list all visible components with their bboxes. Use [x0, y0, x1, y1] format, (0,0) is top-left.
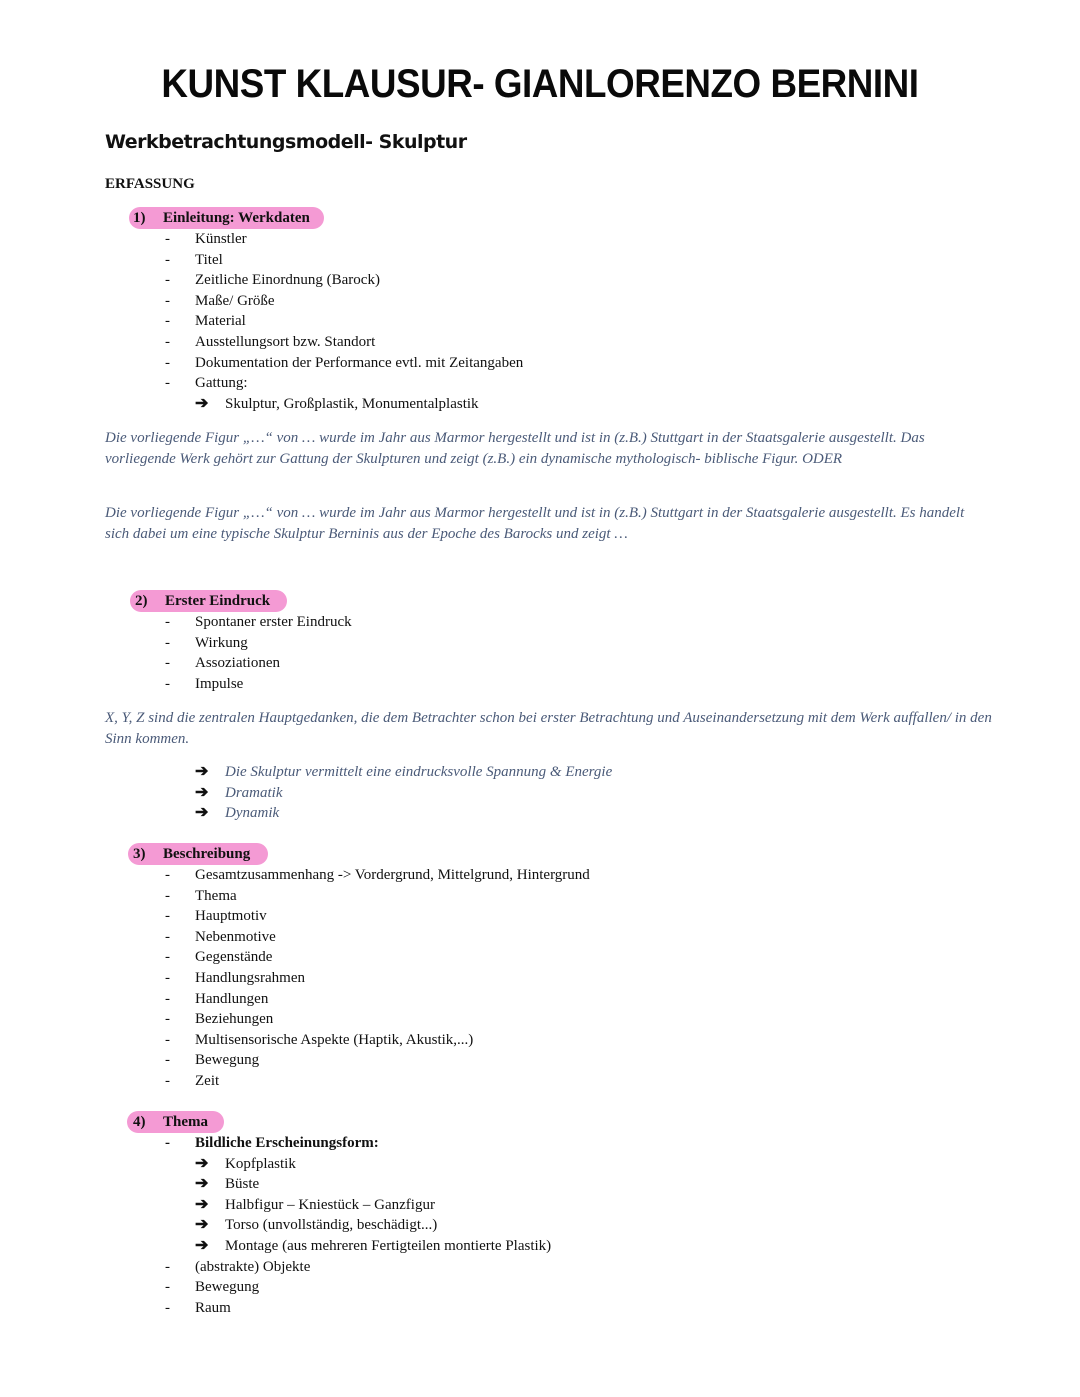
example-paragraph: Die vorliegende Figur „…“ von … wurde im Jahr aus Marmor hergestellt und ist in (z.B.) Stuttgart in der Staatsgalerie ausgestellt. Es handelt sich dabei um eine typische Skulptur Berninis aus der Epoche des Barocks und zeigt … — [105, 505, 965, 542]
list-item: - Thema — [165, 887, 237, 904]
arrow-item: ➔ Skulptur, Großplastik, Monumentalplastik — [165, 394, 523, 415]
arrow-item: ➔ Büste — [165, 1174, 551, 1195]
subtitle: Werkbetrachtungsmodell- Skulptur — [105, 131, 467, 153]
list-item: - Bewegung — [165, 1279, 260, 1296]
example-paragraph: X, Y, Z sind die zentralen Hauptgedanken, die dem Betrachter schon bei erster Betrachtung und Auseinandersetzung mit dem Werk auffallen/ in den Sinn kommen. — [105, 710, 992, 747]
list-item: - Beziehungen — [165, 1011, 274, 1028]
list-item: - (abstrakte) Objekte — [165, 1258, 311, 1275]
erfassung-heading: ERFASSUNG — [105, 176, 195, 192]
section-4-heading — [133, 1112, 233, 1132]
arrow-right-icon: ➔ — [195, 1154, 209, 1172]
list-item: - Bewegung — [165, 1052, 260, 1069]
list-item: - Handlungen — [165, 990, 269, 1007]
list-item: - Material — [165, 313, 246, 330]
section-1-list — [165, 229, 523, 414]
list-item: - Raum — [165, 1299, 231, 1316]
list-item: - Spontaner erster Eindruck — [165, 614, 352, 630]
section-number: 1) — [133, 210, 146, 226]
list-item: - Titel — [165, 251, 223, 268]
section-title: Thema — [163, 1114, 208, 1130]
arrow-right-icon: ➔ — [195, 763, 209, 780]
section-2-heading — [135, 591, 295, 611]
section-2-list — [165, 612, 352, 694]
arrow-right-icon: ➔ — [195, 1236, 209, 1254]
list-item: - Gegenstände — [165, 949, 273, 966]
arrow-right-icon: ➔ — [195, 1175, 209, 1193]
section-1-heading — [133, 208, 333, 228]
section-title: Beschreibung — [163, 846, 251, 862]
list-item: - Gattung: — [165, 375, 248, 392]
section-number: 3) — [133, 846, 146, 862]
list-item: - Impulse — [165, 675, 244, 692]
list-item: - Handlungsrahmen — [165, 969, 305, 986]
list-item: - Hauptmotiv — [165, 908, 267, 925]
arrow-right-icon: ➔ — [195, 804, 209, 822]
list-item: - Zeit — [165, 1072, 220, 1089]
list-item: - Ausstellungsort bzw. Standort — [165, 333, 376, 350]
arrow-item: ➔ Dramatik — [165, 783, 612, 804]
list-item: - Assoziationen — [165, 655, 280, 672]
list-item: - Nebenmotive — [165, 928, 276, 945]
arrow-item: ➔ Torso (unvollständig, beschädigt...) — [165, 1215, 551, 1236]
arrow-item: ➔ Die Skulptur vermittelt eine eindrucksvolle Spannung & Energie — [165, 762, 612, 783]
arrow-item: ➔ Montage (aus mehreren Fertigteilen montierte Plastik) — [165, 1236, 551, 1257]
arrow-right-icon: ➔ — [195, 783, 209, 801]
document-title: KUNST KLAUSUR- GIANLORENZO BERNINI — [161, 62, 919, 106]
arrow-right-icon: ➔ — [195, 1216, 209, 1234]
list-item: - Dokumentation der Performance evtl. mit Zeitangaben — [165, 354, 524, 371]
section-number: 4) — [133, 1114, 146, 1130]
arrow-item: ➔ Dynamik — [165, 803, 612, 824]
section-3-heading — [133, 844, 273, 864]
section-2-arrows — [165, 762, 612, 824]
section-title: Einleitung: Werkdaten — [163, 210, 310, 226]
list-item: - Multisensorische Aspekte (Haptik, Akustik,...) — [165, 1031, 474, 1048]
list-item: - Wirkung — [165, 634, 248, 651]
list-item: - Künstler — [165, 231, 247, 247]
list-item: - Bildliche Erscheinungsform: — [165, 1135, 379, 1151]
arrow-right-icon: ➔ — [195, 394, 209, 412]
section-title: Erster Eindruck — [165, 593, 271, 609]
list-item: - Maße/ Größe — [165, 292, 275, 309]
section-4-list — [165, 1133, 551, 1318]
list-item: - Zeitliche Einordnung (Barock) — [165, 272, 380, 289]
example-paragraph: Die vorliegende Figur „…“ von … wurde im Jahr aus Marmor hergestellt und ist in (z.B.) Stuttgart in der Staatsgalerie ausgestellt. Das vorliegende Werk gehört zur Gattung der Skulpturen und zeigt (z.B.) ein dynamische mythologisch- biblische Figur. ODER — [105, 430, 925, 467]
arrow-item: ➔ Halbfigur – Kniestück – Ganzfigur — [165, 1195, 551, 1216]
arrow-right-icon: ➔ — [195, 1195, 209, 1213]
section-number: 2) — [135, 593, 148, 609]
arrow-item: ➔ Kopfplastik — [165, 1154, 551, 1175]
section-3-list — [165, 865, 590, 1092]
list-item: - Gesamtzusammenhang -> Vordergrund, Mittelgrund, Hintergrund — [165, 867, 590, 883]
